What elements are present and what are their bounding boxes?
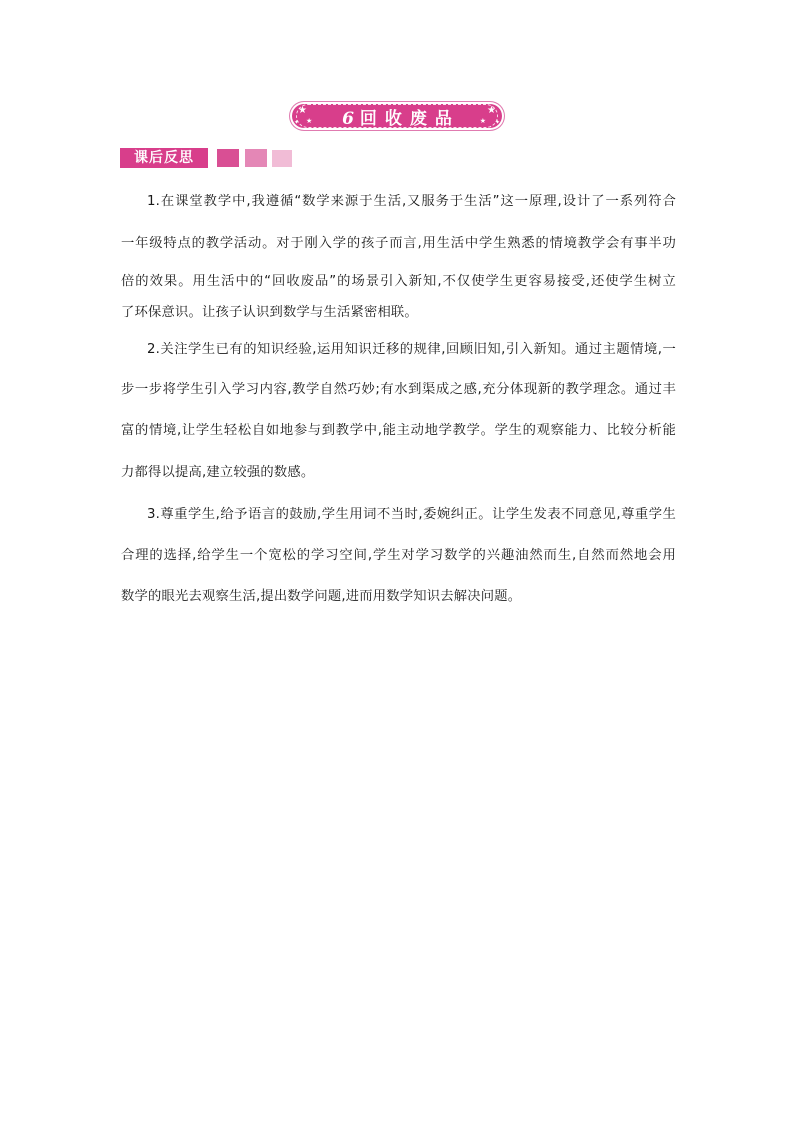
paragraph-2-line: 力都得以提高,建立较强的数感。	[121, 465, 315, 480]
star-icon: ✦	[494, 119, 500, 126]
lesson-title-text: 回收废品	[359, 108, 460, 129]
paragraph-2-line: 2.关注学生已有的知识经验,运用知识迁移的规律,回顾旧知,引入新知。通过主题情境,一	[147, 342, 676, 357]
paragraph-1-line: 倍的效果。用生活中的“回收废品”的场景引入新知,不仅使学生更容易接受,还使学生树立	[121, 274, 676, 289]
decorative-square	[272, 150, 292, 167]
star-icon: ★	[487, 105, 496, 116]
lesson-number: 6	[342, 108, 360, 129]
lesson-title	[334, 104, 460, 129]
paragraph-1-line: 了环保意识。让孩子认识到数学与生活紧密相联。	[121, 305, 418, 320]
star-icon: ★	[306, 117, 313, 125]
paragraph-2-line: 步一步将学生引入学习内容,教学自然巧妙;有水到渠成之感,充分体现新的教学理念。通过丰	[121, 382, 676, 397]
paragraph-1-line: 一年级特点的教学活动。对于刚入学的孩子而言,用生活中学生熟悉的情境教学会有事半功	[121, 236, 676, 251]
paragraph-3-line: 3.尊重学生,给予语言的鼓励,学生用词不当时,委婉纠正。让学生发表不同意见,尊重学生	[147, 507, 676, 522]
paragraph-3-line: 数学的眼光去观察生活,提出数学问题,进而用数学知识去解决问题。	[121, 589, 522, 604]
star-icon: ★	[479, 117, 486, 125]
paragraph-3-line: 合理的选择,给学生一个宽松的学习空间,学生对学习数学的兴趣油然而生,自然而然地会用	[121, 548, 676, 563]
decorative-square	[217, 149, 239, 167]
lesson-title-banner	[290, 102, 504, 130]
star-icon: ✦	[294, 119, 300, 126]
paragraph-2-line: 富的情境,让学生轻松自如地参与到教学中,能主动地学教学。学生的观察能力、比较分析能	[121, 423, 676, 438]
decorative-square	[245, 149, 267, 167]
paragraph-1-line: 1.在课堂教学中,我遵循“数学来源于生活,又服务于生活”这一原理,设计了一系列符合	[147, 194, 676, 209]
star-icon: ★	[298, 105, 307, 116]
section-label: 课后反思	[120, 148, 208, 168]
